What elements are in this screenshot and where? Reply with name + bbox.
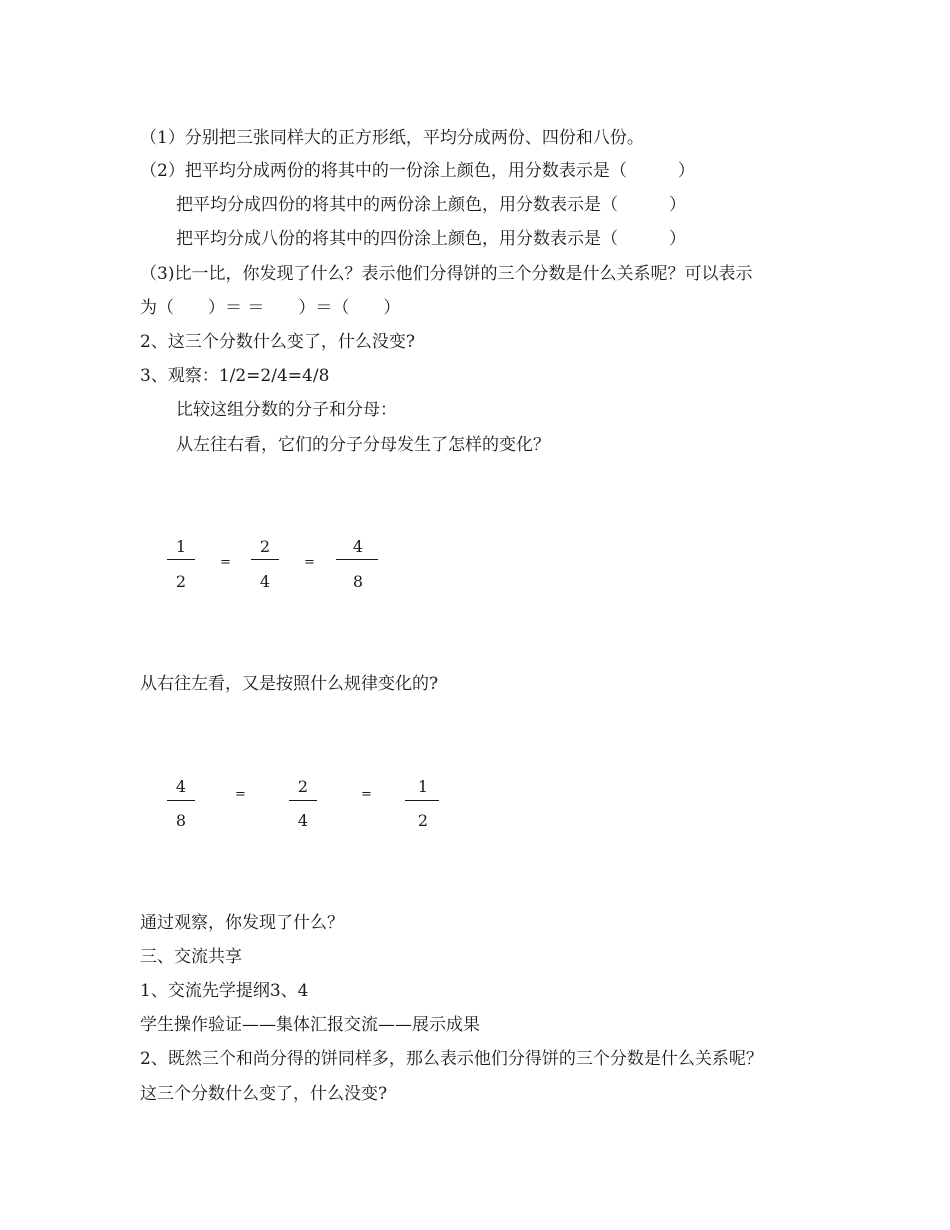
text-line: 通过观察，你发现了什么？ [140,913,344,933]
numerator: 1 [417,777,429,796]
text-line: 从左往右看，它们的分子分母发生了怎样的变化？ [176,435,550,455]
text-line: （2）把平均分成两份的将其中的一份涂上颜色，用分数表示是（ ） [140,161,695,181]
equals-sign: = [361,787,372,802]
denominator: 8 [352,572,364,591]
fraction-bar [405,800,439,801]
text-line: 这三个分数什么变了，什么没变? [140,1084,388,1104]
numerator: 4 [175,777,187,796]
denominator: 4 [259,572,271,591]
equals-sign: = [304,555,315,570]
numerator: 4 [352,537,364,556]
equals-sign: = [220,555,231,570]
text-line: 从右往左看，又是按照什么规律变化的? [140,674,439,694]
text-line: 2、既然三个和尚分得的饼同样多，那么表示他们分得饼的三个分数是什么关系呢？ [140,1049,763,1069]
fraction-bar [167,559,195,560]
fraction-bar [289,800,317,801]
denominator: 2 [417,811,429,830]
text-line: 把平均分成四份的将其中的两份涂上颜色，用分数表示是（ ） [176,195,686,215]
text-line: 1、交流先学提纲3、4 [140,981,309,1001]
text-line: 3、观察：1/2=2/4=4/8 [140,366,330,386]
text-line: 比较这组分数的分子和分母： [176,400,397,420]
fraction-bar [336,559,378,560]
denominator: 2 [175,572,187,591]
section-heading: 三、交流共享 [140,947,242,967]
text-line: （1）分别把三张同样大的正方形纸，平均分成两份、四份和八份。 [140,128,644,148]
denominator: 4 [297,811,309,830]
numerator: 2 [297,777,309,796]
text-line: （3)比一比，你发现了什么？表示他们分得饼的三个分数是什么关系呢？可以表示 [140,264,753,284]
fraction-bar [167,800,195,801]
denominator: 8 [175,811,187,830]
text-line: 为（ ）＝ ＝ ）＝（ ） [140,298,401,318]
fraction-bar [251,559,279,560]
text-line: 2、这三个分数什么变了，什么没变? [140,332,415,352]
text-line: 学生操作验证——集体汇报交流——展示成果 [140,1015,480,1035]
numerator: 1 [175,537,187,556]
numerator: 2 [259,537,271,556]
equals-sign: = [235,787,246,802]
text-line: 把平均分成八份的将其中的四份涂上颜色，用分数表示是（ ） [176,229,686,249]
